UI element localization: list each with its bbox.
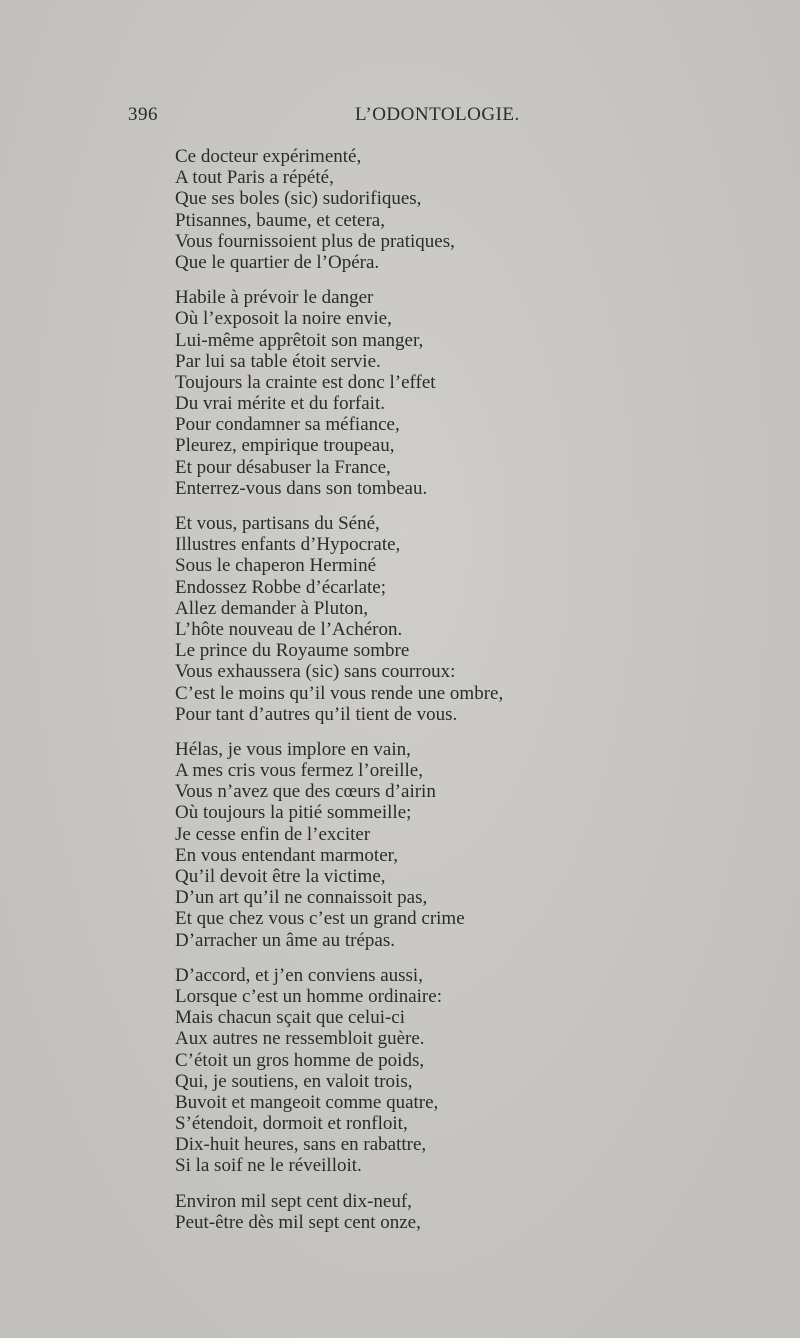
verse-line: Où toujours la pitié sommeille;	[175, 802, 412, 824]
stanza	[175, 146, 595, 273]
verse-line: D’un art qu’il ne connaissoit pas,	[175, 887, 428, 909]
verse-line: Vous n’avez que des cœurs d’airin	[175, 781, 436, 803]
verse-line: Lorsque c’est un homme ordinaire:	[175, 985, 442, 1007]
verse-line: Mais chacun sçait que celui-ci	[175, 1007, 406, 1029]
verse-line: Enterrez-vous dans son tombeau.	[175, 477, 428, 499]
verse-line: Environ mil sept cent dix-neuf,	[175, 1190, 412, 1212]
verse-line: Par lui sa table étoit servie.	[175, 350, 381, 372]
verse-line: C’est le moins qu’il vous rende une ombre,	[175, 682, 504, 704]
verse-line: Hélas, je vous implore en vain,	[175, 738, 411, 760]
verse-line: Qui, je soutiens, en valoit trois,	[175, 1070, 413, 1092]
verse-line: Ptisannes, baume, et cetera,	[175, 209, 385, 231]
stanza	[175, 739, 595, 951]
stanza	[175, 513, 595, 725]
verse-line: Et que chez vous c’est un grand crime	[175, 908, 465, 930]
poem-body	[175, 146, 595, 1247]
verse-line: Où l’exposoit la noire envie,	[175, 308, 392, 330]
verse-line: Que ses boles (sic) sudorifiques,	[175, 188, 422, 210]
verse-line: Je cesse enfin de l’exciter	[175, 823, 371, 845]
verse-line: Allez demander à Pluton,	[175, 597, 369, 619]
stanza	[175, 287, 595, 499]
verse-line: Pour condamner sa méfiance,	[175, 414, 400, 436]
verse-line: D’arracher un âme au trépas.	[175, 929, 395, 951]
verse-line: Aux autres ne ressembloit guère.	[175, 1028, 425, 1050]
verse-line: Toujours la crainte est donc l’effet	[175, 371, 436, 393]
verse-line: Et pour désabuser la France,	[175, 456, 391, 478]
verse-line: Le prince du Royaume sombre	[175, 640, 410, 662]
verse-line: Vous exhaussera (sic) sans courroux:	[175, 661, 456, 683]
verse-line: Et vous, partisans du Séné,	[175, 513, 380, 534]
verse-line: D’accord, et j’en conviens aussi,	[175, 964, 423, 986]
verse-line: Dix-huit heures, sans en rabattre,	[175, 1134, 427, 1156]
verse-line: Pour tant d’autres qu’il tient de vous.	[175, 703, 458, 725]
verse-line: Lui-même apprêtoit son manger,	[175, 329, 424, 351]
verse-line: Buvoit et mangeoit comme quatre,	[175, 1091, 439, 1113]
stanza	[175, 1191, 595, 1233]
verse-line: Vous fournissoient plus de pratiques,	[175, 230, 455, 252]
verse-line: Illustres enfants d’Hypocrate,	[175, 534, 401, 556]
verse-line: Sous le chaperon Herminé	[175, 555, 377, 577]
page-number: 396	[128, 104, 158, 125]
running-title: L’ODONTOLOGIE.	[355, 104, 520, 125]
verse-line: C’étoit un gros homme de poids,	[175, 1049, 425, 1071]
verse-line: Ce docteur expérimenté,	[175, 146, 362, 167]
verse-line: Peut-être dès mil sept cent onze,	[175, 1211, 421, 1233]
stanza	[175, 965, 595, 1177]
verse-line: En vous entendant marmoter,	[175, 844, 398, 866]
verse-line: Si la soif ne le réveilloit.	[175, 1155, 362, 1177]
verse-line: Du vrai mérite et du forfait.	[175, 393, 385, 415]
verse-line: A tout Paris a répété,	[175, 167, 334, 189]
page-header	[128, 104, 528, 132]
verse-line: Qu’il devoit être la victime,	[175, 866, 386, 887]
verse-line: L’hôte nouveau de l’Achéron.	[175, 618, 403, 640]
verse-line: Endossez Robbe d’écarlate;	[175, 576, 387, 598]
verse-line: Habile à prévoir le danger	[175, 287, 374, 309]
verse-line: Pleurez, empirique troupeau,	[175, 435, 395, 457]
verse-line: A mes cris vous fermez l’oreille,	[175, 760, 423, 782]
verse-line: S’étendoit, dormoit et ronfloit,	[175, 1113, 408, 1135]
verse-line: Que le quartier de l’Opéra.	[175, 251, 380, 273]
